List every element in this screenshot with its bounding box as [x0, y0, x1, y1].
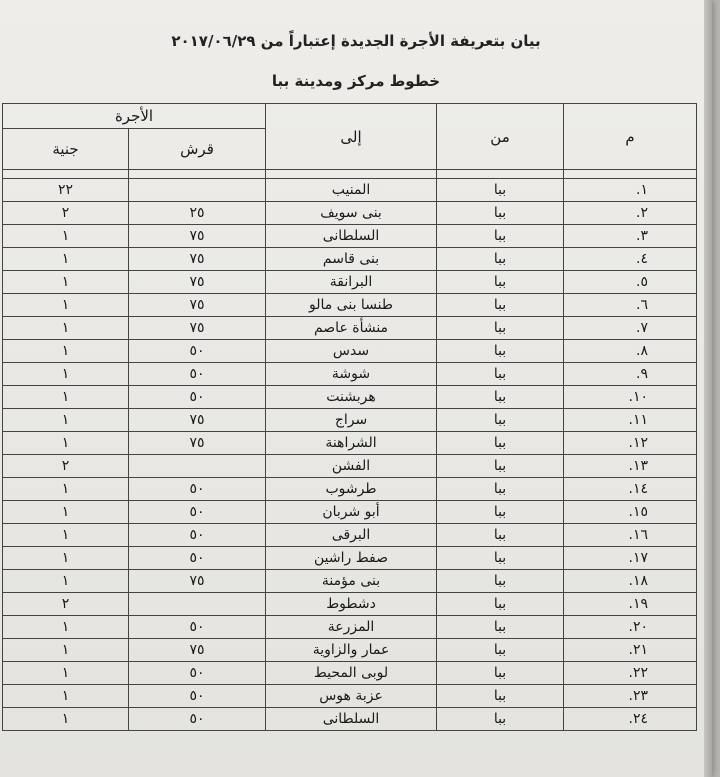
- table-row: [3, 409, 697, 432]
- row-from: ببا: [437, 662, 564, 685]
- row-from: ببا: [437, 478, 564, 501]
- row-number: ٤.: [564, 248, 697, 271]
- header-spacer-row: [3, 170, 697, 179]
- row-qirsh: ٥٠: [129, 616, 266, 639]
- row-number: ١٤.: [564, 478, 697, 501]
- row-to: طنسا بنى مالو: [266, 294, 437, 317]
- table-row: [3, 524, 697, 547]
- row-from: ببا: [437, 179, 564, 202]
- row-number: ١٦.: [564, 524, 697, 547]
- row-qirsh: ٧٥: [129, 570, 266, 593]
- table-row: [3, 202, 697, 225]
- row-from: ببا: [437, 294, 564, 317]
- row-to: صفط راشين: [266, 547, 437, 570]
- table-row: [3, 593, 697, 616]
- table-row: [3, 432, 697, 455]
- table-row: [3, 248, 697, 271]
- row-number: ٢٠.: [564, 616, 697, 639]
- table-row: [3, 225, 697, 248]
- row-from: ببا: [437, 501, 564, 524]
- table-row: [3, 363, 697, 386]
- row-number: ١٣.: [564, 455, 697, 478]
- row-qirsh: ٧٥: [129, 639, 266, 662]
- table-row: [3, 685, 697, 708]
- row-number: ٢٢.: [564, 662, 697, 685]
- row-gineh: ١: [3, 248, 129, 271]
- header-number: م: [564, 104, 697, 170]
- fare-table: [2, 103, 697, 731]
- row-qirsh: [129, 179, 266, 202]
- row-gineh: ١: [3, 294, 129, 317]
- row-qirsh: [129, 593, 266, 616]
- table-row: [3, 340, 697, 363]
- row-from: ببا: [437, 317, 564, 340]
- row-gineh: ١: [3, 409, 129, 432]
- row-number: ١١.: [564, 409, 697, 432]
- row-qirsh: ٧٥: [129, 409, 266, 432]
- row-to: السلطانى: [266, 708, 437, 731]
- row-from: ببا: [437, 547, 564, 570]
- row-number: ١٢.: [564, 432, 697, 455]
- table-row: [3, 547, 697, 570]
- page-edge: [704, 0, 712, 777]
- row-qirsh: ٧٥: [129, 225, 266, 248]
- row-gineh: ١: [3, 478, 129, 501]
- row-gineh: ٢: [3, 202, 129, 225]
- table-row: [3, 179, 697, 202]
- row-number: ٨.: [564, 340, 697, 363]
- row-from: ببا: [437, 455, 564, 478]
- row-from: ببا: [437, 570, 564, 593]
- row-qirsh: ٧٥: [129, 271, 266, 294]
- row-to: هربشنت: [266, 386, 437, 409]
- row-gineh: ١: [3, 225, 129, 248]
- row-qirsh: ٥٠: [129, 524, 266, 547]
- row-qirsh: ٥٠: [129, 478, 266, 501]
- row-number: ١٠.: [564, 386, 697, 409]
- row-to: الفشن: [266, 455, 437, 478]
- header-to: إلى: [266, 104, 437, 170]
- row-to: عمار والزاوية: [266, 639, 437, 662]
- fare-table-body: [3, 179, 697, 731]
- row-number: ١٧.: [564, 547, 697, 570]
- table-row: [3, 616, 697, 639]
- table-row: [3, 294, 697, 317]
- row-gineh: ١: [3, 685, 129, 708]
- row-from: ببا: [437, 271, 564, 294]
- table-row: [3, 317, 697, 340]
- row-gineh: ١: [3, 317, 129, 340]
- row-number: ٧.: [564, 317, 697, 340]
- row-from: ببا: [437, 202, 564, 225]
- row-to: الشراهنة: [266, 432, 437, 455]
- row-number: ٥.: [564, 271, 697, 294]
- row-qirsh: ٧٥: [129, 294, 266, 317]
- row-from: ببا: [437, 616, 564, 639]
- row-to: البرانقة: [266, 271, 437, 294]
- row-qirsh: ٢٥: [129, 202, 266, 225]
- row-qirsh: ٥٠: [129, 547, 266, 570]
- table-row: [3, 639, 697, 662]
- row-gineh: ١: [3, 547, 129, 570]
- row-number: ١٥.: [564, 501, 697, 524]
- row-qirsh: ٥٠: [129, 708, 266, 731]
- row-gineh: ١: [3, 386, 129, 409]
- row-qirsh: ٥٠: [129, 662, 266, 685]
- row-gineh: ١: [3, 363, 129, 386]
- table-row: [3, 455, 697, 478]
- row-qirsh: ٧٥: [129, 317, 266, 340]
- row-qirsh: ٧٥: [129, 432, 266, 455]
- row-qirsh: ٧٥: [129, 248, 266, 271]
- row-from: ببا: [437, 386, 564, 409]
- row-gineh: ١: [3, 271, 129, 294]
- row-from: ببا: [437, 639, 564, 662]
- row-qirsh: ٥٠: [129, 685, 266, 708]
- row-number: ١٩.: [564, 593, 697, 616]
- row-to: سدس: [266, 340, 437, 363]
- row-to: طرشوب: [266, 478, 437, 501]
- row-number: ٢.: [564, 202, 697, 225]
- row-gineh: ١: [3, 662, 129, 685]
- row-from: ببا: [437, 225, 564, 248]
- row-to: البرقى: [266, 524, 437, 547]
- row-to: بنى قاسم: [266, 248, 437, 271]
- row-to: شوشة: [266, 363, 437, 386]
- row-qirsh: ٥٠: [129, 501, 266, 524]
- table-row: [3, 662, 697, 685]
- row-gineh: ١: [3, 501, 129, 524]
- header-fare: الأجرة: [3, 104, 266, 129]
- row-to: بنى مؤمنة: [266, 570, 437, 593]
- row-to: منشأة عاصم: [266, 317, 437, 340]
- row-qirsh: ٥٠: [129, 340, 266, 363]
- row-qirsh: ٥٠: [129, 363, 266, 386]
- table-row: [3, 386, 697, 409]
- table-row: [3, 501, 697, 524]
- table-row: [3, 271, 697, 294]
- row-number: ٢٣.: [564, 685, 697, 708]
- row-to: السلطانى: [266, 225, 437, 248]
- row-to: سراج: [266, 409, 437, 432]
- row-gineh: ١: [3, 432, 129, 455]
- row-from: ببا: [437, 409, 564, 432]
- row-from: ببا: [437, 363, 564, 386]
- row-from: ببا: [437, 708, 564, 731]
- row-gineh: ١: [3, 639, 129, 662]
- row-from: ببا: [437, 248, 564, 271]
- row-from: ببا: [437, 524, 564, 547]
- row-gineh: ١: [3, 524, 129, 547]
- header-from: من: [437, 104, 564, 170]
- row-to: المنيب: [266, 179, 437, 202]
- row-from: ببا: [437, 340, 564, 363]
- row-number: ٢٤.: [564, 708, 697, 731]
- row-to: لوبى المحيط: [266, 662, 437, 685]
- row-to: بنى سويف: [266, 202, 437, 225]
- row-from: ببا: [437, 593, 564, 616]
- header-gineh: جنية: [3, 129, 129, 170]
- row-from: ببا: [437, 432, 564, 455]
- row-number: ٢١.: [564, 639, 697, 662]
- row-to: دشطوط: [266, 593, 437, 616]
- row-to: أبو شربان: [266, 501, 437, 524]
- row-gineh: ٢: [3, 593, 129, 616]
- document-subtitle: خطوط مركز ومدينة ببا: [271, 72, 441, 90]
- row-number: ٩.: [564, 363, 697, 386]
- row-number: ٣.: [564, 225, 697, 248]
- row-to: عزبة هوس: [266, 685, 437, 708]
- table-row: [3, 708, 697, 731]
- row-gineh: ٢٢: [3, 179, 129, 202]
- document-title: بيان بتعريفة الأجرة الجديدة إعتباراً من ٢٠١٧/٠٦/٢٩: [171, 32, 541, 50]
- table-row: [3, 478, 697, 501]
- row-gineh: ١: [3, 340, 129, 363]
- row-qirsh: [129, 455, 266, 478]
- row-number: ١.: [564, 179, 697, 202]
- header-qirsh: قرش: [129, 129, 266, 170]
- row-from: ببا: [437, 685, 564, 708]
- row-gineh: ١: [3, 708, 129, 731]
- row-number: ٦.: [564, 294, 697, 317]
- row-to: المزرعة: [266, 616, 437, 639]
- row-gineh: ١: [3, 616, 129, 639]
- table-row: [3, 570, 697, 593]
- row-gineh: ٢: [3, 455, 129, 478]
- row-gineh: ١: [3, 570, 129, 593]
- row-number: ١٨.: [564, 570, 697, 593]
- row-qirsh: ٥٠: [129, 386, 266, 409]
